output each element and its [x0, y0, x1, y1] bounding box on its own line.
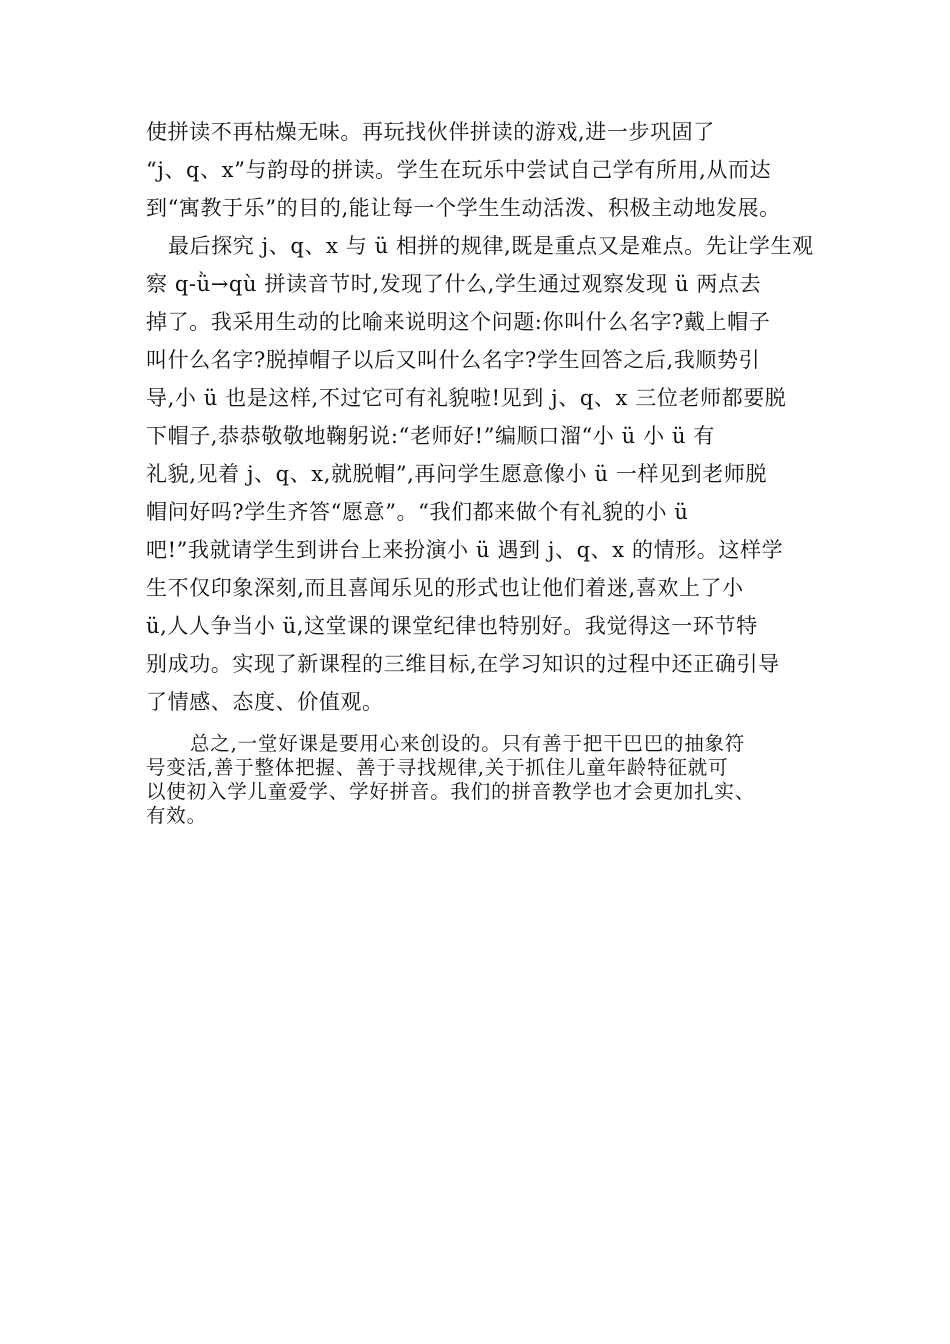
paragraph-2-line-10: 生不仅印象深刻,而且喜闻乐见的形式也让他们着迷,喜欢上了小 [146, 576, 744, 600]
paragraph-2-line-4: 叫什么名字?脱掉帽子以后又叫什么名字?学生回答之后,我顺势引 [146, 348, 761, 372]
paragraph-2-line-2: 察 q-ǜ→qù 拼读音节时,发现了什么,学生通过观察发现 ü 两点去 [146, 272, 762, 296]
paragraph-2-line-3: 掉了。我采用生动的比喻来说明这个问题:你叫什么名字?戴上帽子 [146, 310, 771, 334]
paragraph-1-line-2: “j、q、x”与韵母的拼读。学生在玩乐中尝试自己学有所用,从而达 [146, 158, 772, 182]
paragraph-2-line-1: 最后探究 j、q、x 与 ü 相拼的规律,既是重点又是难点。先让学生观 [168, 234, 814, 258]
paragraph-1-line-1: 使拼读不再枯燥无味。再玩找伙伴拼读的游戏,进一步巩固了 [146, 120, 715, 144]
paragraph-3-line-1: 总之,一堂好课是要用心来创设的。只有善于把干巴巴的抽象符 [190, 732, 746, 755]
paragraph-2-line-11: ü,人人争当小 ü,这堂课的课堂纪律也特别好。我觉得这一环节特 [146, 614, 758, 638]
paragraph-3-line-2: 号变活,善于整体把握、善于寻找规律,关于抓住儿童年龄特征就可 [146, 756, 729, 779]
paragraph-3-line-4: 有效。 [146, 804, 207, 827]
paragraph-2-line-12: 别成功。实现了新课程的三维目标,在学习知识的过程中还正确引导 [146, 652, 780, 676]
paragraph-2-line-13: 了情感、态度、价值观。 [146, 690, 384, 714]
paragraph-3-line-3: 以使初入学儿童爱学、学好拼音。我们的拼音教学也才会更加扎实、 [146, 780, 756, 803]
paragraph-2-line-9: 吧!”我就请学生到讲台上来扮演小 ü 遇到 j、q、x 的情形。这样学 [146, 538, 784, 562]
paragraph-2-line-5: 导,小 ü 也是这样,不过它可有礼貌啦!见到 j、q、x 三位老师都要脱 [146, 386, 787, 410]
paragraph-2-line-6: 下帽子,恭恭敬敬地鞠躬说:“老师好!”编顺口溜“小 ü 小 ü 有 [146, 424, 715, 448]
paragraph-2-line-7: 礼貌,见着 j、q、x,就脱帽”,再问学生愿意像小 ü 一样见到老师脱 [146, 462, 768, 486]
paragraph-1-line-3: 到“寓教于乐”的目的,能让每一个学生生动活泼、积极主动地发展。 [146, 196, 781, 220]
paragraph-2-line-8: 帽问好吗?学生齐答“愿意”。“我们都来做个有礼貌的小 ü [146, 500, 689, 524]
